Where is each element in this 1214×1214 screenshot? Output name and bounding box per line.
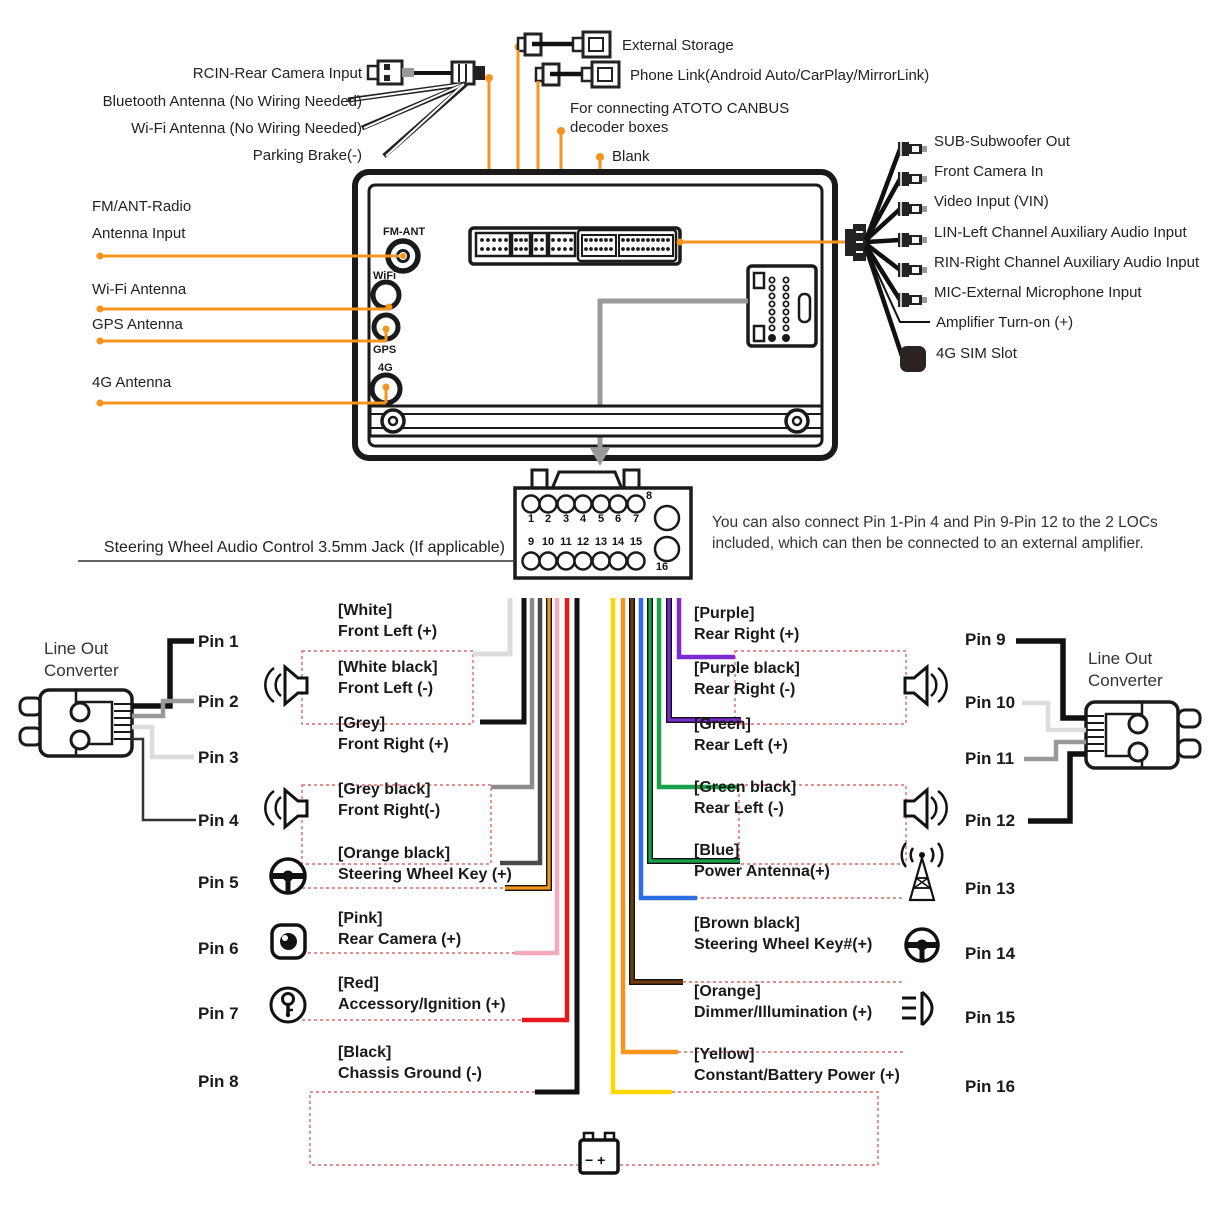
pin-15: Pin 15: [965, 1008, 1016, 1027]
wire-pink: [Pink] Rear Camera (+): [338, 910, 462, 948]
wire-grey: [Grey] Front Right (+): [338, 715, 449, 753]
pin-8: Pin 8: [198, 1072, 239, 1091]
label-swc-jack: Steering Wheel Audio Control 3.5mm Jack (If applicable): [103, 539, 505, 556]
label-sub-out: SUB-Subwoofer Out: [934, 133, 1070, 150]
harness-junction-icon: [452, 62, 485, 84]
loc-right-wires: [1016, 641, 1086, 821]
caption-gps: GPS: [373, 344, 397, 356]
steering-wheel-icon-right: [906, 929, 938, 961]
pin-13: Pin 13: [965, 879, 1016, 898]
rca-plug-icons: [898, 142, 927, 307]
label-sim-slot: 4G SIM Slot: [936, 345, 1017, 362]
mounting-bar: [370, 406, 822, 436]
label-front-cam: Front Camera In: [934, 163, 1044, 180]
wire-green: [Green] Rear Left (+): [694, 716, 788, 754]
jack-num-5: 5: [597, 513, 605, 525]
jack-num-6: 6: [614, 513, 622, 525]
label-video-in: Video Input (VIN): [934, 193, 1049, 210]
jack-num-1: 1: [527, 513, 535, 525]
av-connector-icon: [845, 224, 866, 261]
pin-6: Pin 6: [198, 939, 239, 958]
label-mic: MIC-External Microphone Input: [934, 284, 1142, 301]
wire-purple-black: [Purple black] Rear Right (-): [694, 660, 800, 698]
loc-right-label: Line Out Converter: [1088, 649, 1163, 690]
pin-7: Pin 7: [198, 1004, 239, 1023]
rca-fan-cables: [866, 149, 900, 300]
speaker-icon-front-right: [265, 790, 307, 827]
wire-yellow: [Yellow] Constant/Battery Power (+): [694, 1046, 900, 1084]
label-4g-port: 4G Antenna: [92, 374, 172, 391]
jack-num-10: 10: [541, 536, 555, 548]
label-wifi-port: Wi-Fi Antenna: [92, 281, 187, 298]
wire-red: [Red] Accessory/Ignition (+): [338, 975, 506, 1013]
pin-5: Pin 5: [198, 873, 239, 892]
speaker-icon-rear-right: [905, 667, 947, 704]
dimmer-icon: [902, 992, 932, 1025]
antenna-leads: [348, 84, 466, 156]
jack-num-13: 13: [594, 536, 608, 548]
power-antenna-icon: [902, 843, 943, 900]
sim-lead: [866, 248, 902, 356]
pin-11: Pin 11: [965, 749, 1015, 768]
wire-purple: [Purple] Rear Right (+): [694, 605, 800, 643]
label-phone-link: Phone Link(Android Auto/CarPlay/MirrorLink): [630, 67, 930, 84]
external-storage-plug-icon: [515, 32, 611, 57]
pin-16: Pin 16: [965, 1077, 1016, 1096]
jack-num-14: 14: [611, 536, 625, 548]
jack-num-16: 16: [655, 561, 669, 573]
label-external-storage: External Storage: [622, 37, 734, 54]
jack-num-8: 8: [645, 490, 653, 502]
pin-2: Pin 2: [198, 692, 239, 711]
caption-fm-ant: FM-ANT: [383, 226, 426, 238]
wire-white: [White] Front Left (+): [338, 602, 438, 640]
loc-left-wires: [132, 641, 196, 820]
jack-num-12: 12: [576, 536, 590, 548]
jack-num-15: 15: [629, 536, 643, 548]
label-wifi-ant: Wi-Fi Antenna (No Wiring Needed): [131, 120, 362, 137]
pin-4: Pin 4: [198, 811, 239, 830]
label-amp-turn-on: Amplifier Turn-on (+): [936, 314, 1074, 331]
wire-brown-black: [Brown black] Steering Wheel Key#(+): [694, 915, 873, 953]
steering-wheel-icon-left: [271, 859, 305, 893]
caption-wifi: WiFi: [373, 270, 397, 282]
pin-10: Pin 10: [965, 693, 1016, 712]
wire-blue: [Blue] Power Antenna(+): [694, 842, 830, 880]
label-rcin: RCIN-Rear Camera Input: [192, 65, 362, 82]
wire-grey-black: [Grey black] Front Right(-): [338, 781, 441, 819]
jack-num-3: 3: [562, 513, 570, 525]
note-line-1: You can also connect Pin 1-Pin 4 and Pin 9-Pin 12 to the 2 LOCs: [712, 514, 1158, 531]
label-antenna-input: Antenna Input: [92, 225, 186, 242]
label-parking: Parking Brake(-): [252, 147, 362, 164]
rear-camera-icon: [272, 925, 305, 958]
pin-12: Pin 12: [965, 811, 1016, 830]
wire-orange-black: [Orange black] Steering Wheel Key (+): [338, 845, 512, 883]
jack-num-7: 7: [632, 513, 640, 525]
rear-connector-strip[interactable]: [470, 228, 680, 264]
jack-num-4: 4: [579, 513, 587, 525]
label-gps-port: GPS Antenna: [92, 316, 183, 333]
jack-num-9: 9: [527, 536, 535, 548]
pin-9: Pin 9: [965, 630, 1006, 649]
line-out-converter-right[interactable]: [1086, 702, 1200, 768]
label-rin: RIN-Right Channel Auxiliary Audio Input: [934, 254, 1200, 271]
label-blank: Blank: [612, 148, 650, 165]
caption-4g: 4G: [378, 362, 393, 374]
note-line-2: included, which can then be connected to an external amplifier.: [712, 535, 1144, 552]
jack-num-2: 2: [544, 513, 552, 525]
label-bluetooth: Bluetooth Antenna (No Wiring Needed): [102, 93, 362, 110]
speaker-icon-rear-left: [905, 790, 947, 827]
pin-14: Pin 14: [965, 944, 1016, 963]
wire-white-black: [White black] Front Left (-): [338, 659, 438, 697]
rcin-plug-icon: [368, 61, 414, 84]
label-fm-radio: FM/ANT-Radio: [92, 198, 192, 215]
jack-num-11: 11: [560, 536, 572, 548]
label-canbus-1: For connecting ATOTO CANBUS: [570, 100, 790, 117]
label-lin: LIN-Left Channel Auxiliary Audio Input: [934, 224, 1187, 241]
battery-polarity: − +: [585, 1152, 606, 1168]
line-out-converter-left[interactable]: [20, 690, 132, 756]
phone-link-plug-icon: [535, 62, 620, 87]
label-canbus-2: decoder boxes: [570, 119, 669, 136]
ten-pin-connector[interactable]: [748, 266, 816, 346]
loc-left-label: Line Out Converter: [44, 639, 119, 680]
wire-green-black: [Green black] Rear Left (-): [694, 779, 797, 817]
wire-black: [Black] Chassis Ground (-): [338, 1044, 483, 1082]
sim-slot-icon[interactable]: [900, 346, 926, 372]
wire-orange: [Orange] Dimmer/Illumination (+): [694, 983, 873, 1021]
pin-1: Pin 1: [198, 632, 239, 651]
ignition-key-icon: [271, 988, 305, 1022]
speaker-icon-front-left: [265, 667, 307, 704]
pin-3: Pin 3: [198, 748, 239, 767]
av-harness-dot: [677, 239, 684, 246]
